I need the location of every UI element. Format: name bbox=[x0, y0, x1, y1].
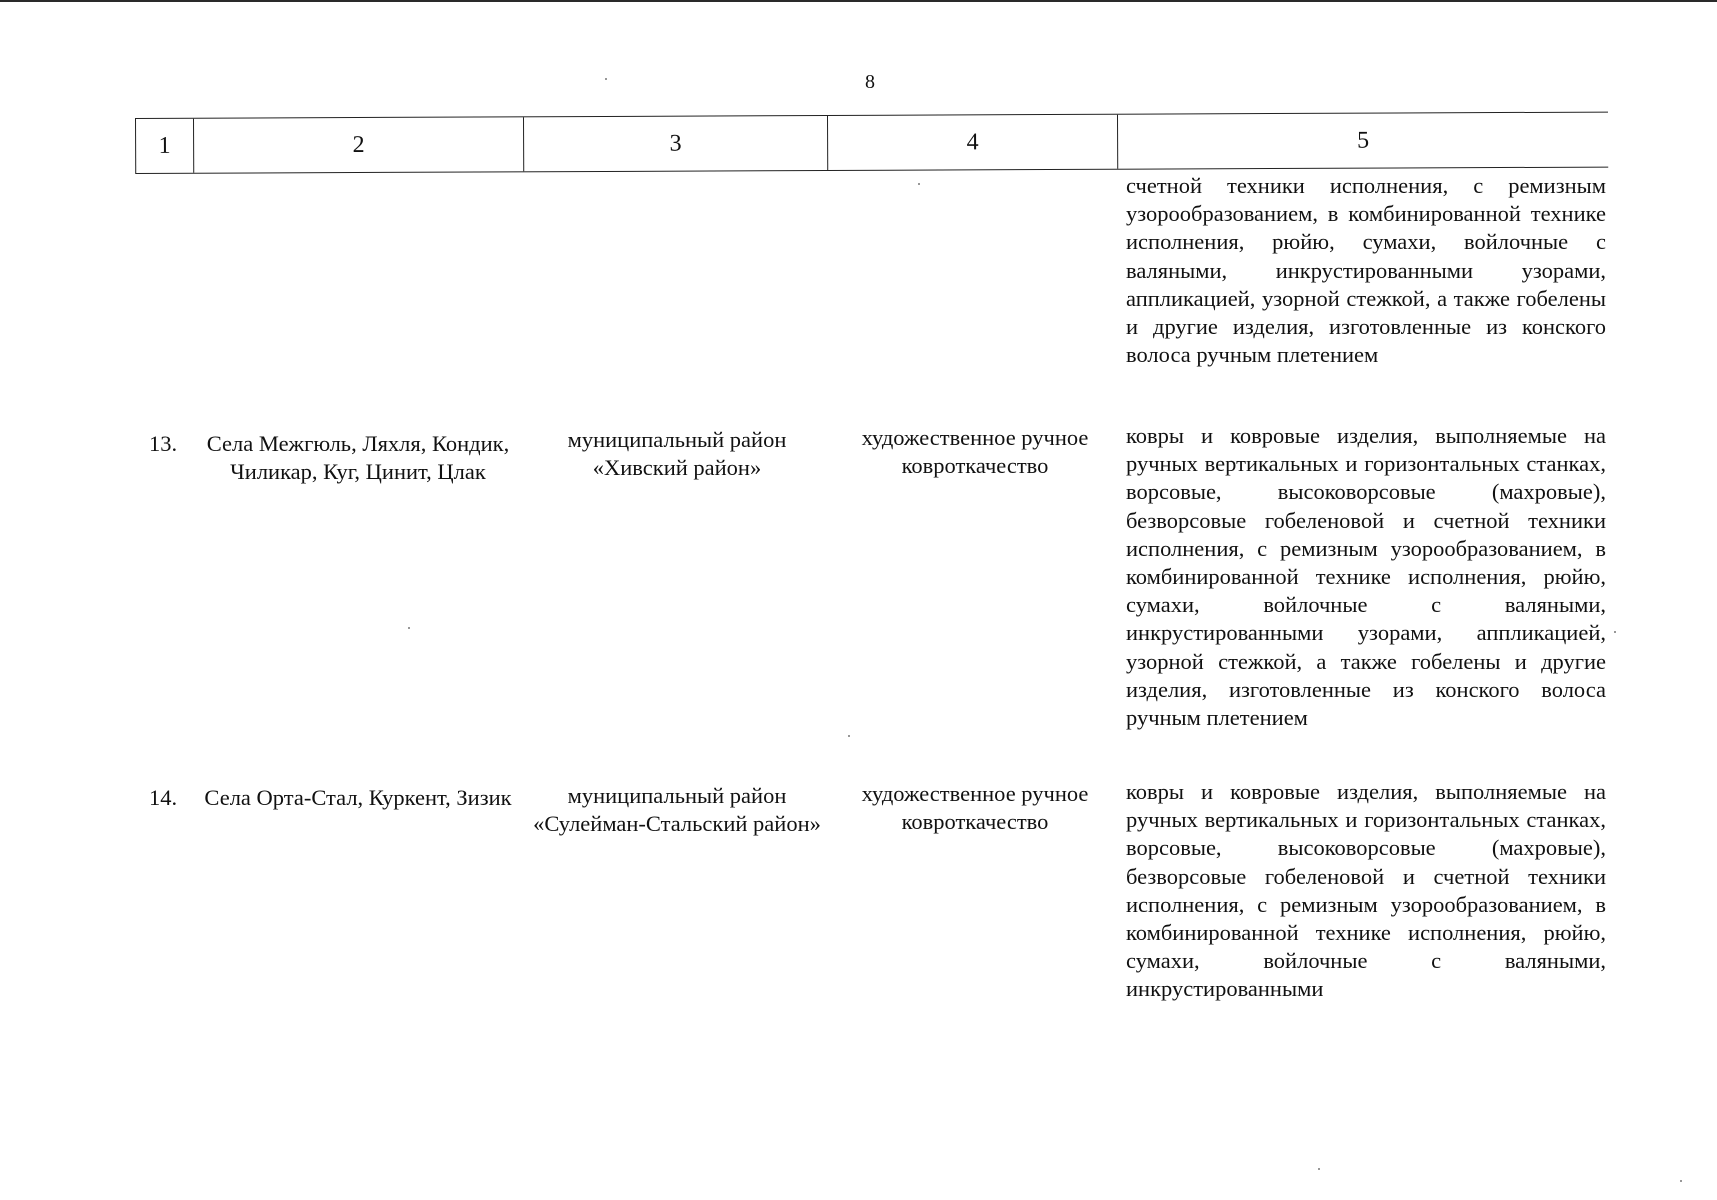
row-description: ковры и ковровые изделия, выполняемые на ручных вертикальных и горизонтальных станках, ворсовые, высоковорсовые (махровые), безворсовые гобеленовой и счетной техники исполнения, с ремизным узорообразованием, в комбинированной технике исполнения, рюйю, сумахи, войлочные с валяными, инкрустированными bbox=[1126, 779, 1606, 1002]
header-col-2: 2 bbox=[193, 117, 523, 172]
scan-speck bbox=[918, 183, 920, 185]
header-col-5: 5 bbox=[1117, 113, 1608, 169]
scan-top-edge bbox=[0, 0, 1717, 2]
header-col-1: 1 bbox=[135, 119, 193, 173]
scan-speck bbox=[605, 78, 607, 80]
row-place: Села Межгюль, Ляхля, Кондик, Чиликар, Куг, Цинит, Цлак bbox=[206, 431, 510, 485]
scan-speck bbox=[1318, 1168, 1320, 1170]
scan-speck bbox=[408, 627, 410, 629]
row-number: 13. bbox=[148, 431, 178, 456]
continuation-description: счетной техники исполнения, с ремизным узорообразованием, в комбинированной технике исполнения, рюйю, сумахи, войлочные с валяными, инкрустированными узорами, аппликацией, узорной стежкой, а также гобелены и другие изделия, изготовленные из конского волоса ручным плетением bbox=[1126, 173, 1606, 368]
row-place: Села Орта-Стал, Куркент, Зизик bbox=[204, 785, 512, 810]
page-number: 8 bbox=[865, 71, 875, 93]
row-number: 14. bbox=[148, 785, 178, 810]
table-header-row bbox=[135, 112, 1608, 174]
scan-speck bbox=[848, 735, 850, 737]
row-district: муниципальный район «Сулейман-Стальский район» bbox=[533, 783, 821, 837]
row-craft: художественное ручное ковроткачество bbox=[861, 781, 1089, 835]
header-col-3: 3 bbox=[523, 116, 827, 171]
scan-speck bbox=[1614, 631, 1616, 633]
row-district: муниципальный район «Хивский район» bbox=[567, 427, 787, 481]
header-col-4: 4 bbox=[827, 115, 1117, 170]
scan-speck bbox=[1680, 1180, 1682, 1182]
row-craft: художественное ручное ковроткачество bbox=[861, 425, 1089, 479]
row-description: ковры и ковровые изделия, выполняемые на ручных вертикальных и горизонтальных станках, ворсовые, высоковорсовые (махровые), безворсовые гобеленовой и счетной техники исполнения, с ремизным узорообразованием, в комбинированной технике исполнения, рюйю, сумахи, войлочные с валяными, инкрустированными узорами, аппликацией, узорной стежкой, а также гобелены и другие изделия, изготовленные из конского волоса ручным плетением bbox=[1126, 423, 1606, 731]
